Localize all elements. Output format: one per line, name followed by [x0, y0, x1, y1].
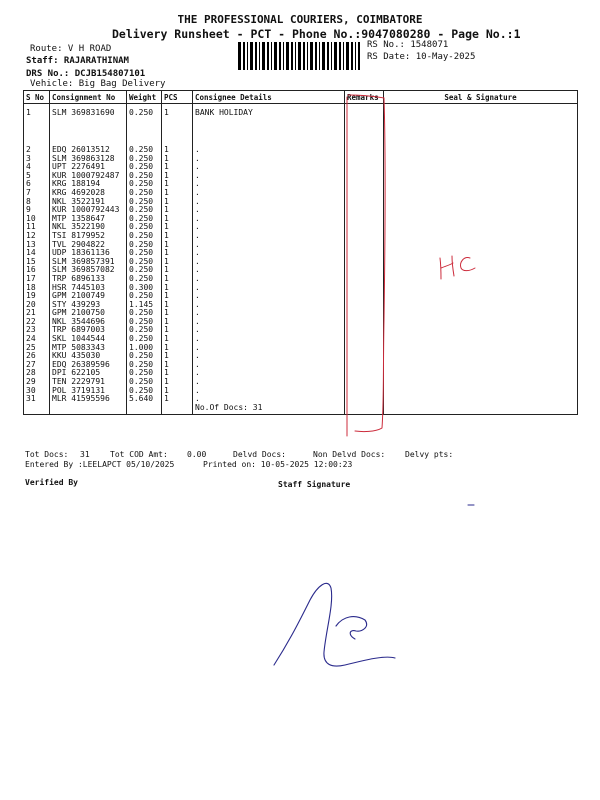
cell-details: . [193, 326, 345, 335]
drs-number: DRS No.: DCJB154807101 [26, 69, 146, 79]
cell-cno: SLM 369857391 [50, 258, 127, 267]
cell-weight: 0.250 [127, 292, 162, 301]
cell-cno: MLR 41595596 [50, 395, 127, 404]
cell-weight: 0.250 [127, 155, 162, 164]
cell-pcs: 1 [162, 146, 193, 155]
cell-weight: 0.250 [127, 369, 162, 378]
cell-details: . [193, 369, 345, 378]
cell-details: . [193, 258, 345, 267]
cell-details: . [193, 309, 345, 318]
cell-pcs: 1 [162, 241, 193, 250]
cell-details: . [193, 395, 345, 404]
cell-pcs: 1 [162, 206, 193, 215]
col-header-seal-signature: Seal & Signature [384, 91, 578, 104]
cell-weight: 0.250 [127, 241, 162, 250]
cell-weight: 0.250 [127, 387, 162, 396]
cell-sno: 14 [24, 249, 50, 258]
cell-weight: 0.250 [127, 352, 162, 361]
cell-details: . [193, 180, 345, 189]
tot-cod-label: Tot COD Amt: [110, 450, 168, 459]
cell-sno: 8 [24, 198, 50, 207]
cell-pcs: 1 [162, 198, 193, 207]
cell-weight: 0.250 [127, 163, 162, 172]
cell-cno: MTP 1358647 [50, 215, 127, 224]
cell-sno: 30 [24, 387, 50, 396]
cell-weight: 0.250 [127, 180, 162, 189]
rs-number: RS No.: 1548071 [367, 40, 449, 50]
cell-details: . [193, 335, 345, 344]
cell-sno: 13 [24, 241, 50, 250]
cell-weight: 0.250 [127, 215, 162, 224]
cell-details: . [193, 163, 345, 172]
cell-details: . [193, 232, 345, 241]
col-header-consignment: Consignment No [50, 91, 127, 104]
company-title: THE PROFESSIONAL COURIERS, COIMBATORE [177, 13, 423, 26]
cell-details: . [193, 198, 345, 207]
cell-weight: 0.250 [127, 206, 162, 215]
cell-pcs: 1 [162, 318, 193, 327]
cell-cno: EDQ 26013512 [50, 146, 127, 155]
cell-cno: KRG 4692028 [50, 189, 127, 198]
cell-sno: 23 [24, 326, 50, 335]
cell-weight: 0.250 [127, 146, 162, 155]
cell-weight: 0.250 [127, 249, 162, 258]
cell-pcs: 1 [162, 387, 193, 396]
cell-pcs: 1 [162, 275, 193, 284]
cell-details: . [193, 249, 345, 258]
cell-details: . [193, 378, 345, 387]
cell-sno: 27 [24, 361, 50, 370]
cell-sno: 21 [24, 309, 50, 318]
cell-pcs: 1 [162, 395, 193, 404]
cell-pcs: 1 [162, 344, 193, 353]
cell-details: . [193, 292, 345, 301]
cell-details: . [193, 172, 345, 181]
cell-pcs: 1 [162, 301, 193, 310]
cell-sno: 3 [24, 155, 50, 164]
printed-on: Printed on: 10-05-2025 12:00:23 [203, 460, 353, 469]
cell-pcs: 1 [162, 284, 193, 293]
cell-cno: SLM 369857082 [50, 266, 127, 275]
cell-sno: 29 [24, 378, 50, 387]
cell-weight: 0.250 [127, 335, 162, 344]
cell-details: . [193, 146, 345, 155]
delvy-pts-label: Delvy pts: [405, 450, 454, 459]
cell-weight: 0.250 [127, 189, 162, 198]
cell-details: . [193, 206, 345, 215]
cell-cno: POL 3719131 [50, 387, 127, 396]
cell-cno: TRP 6896133 [50, 275, 127, 284]
cell-weight: 0.250 [127, 172, 162, 181]
cell-sno: 25 [24, 344, 50, 353]
staff-label: Staff: RAJARATHINAM [26, 56, 129, 66]
cell-details: . [193, 241, 345, 250]
entered-by: Entered By :LEELAPCT 05/10/2025 [25, 460, 175, 469]
cell-sno: 24 [24, 335, 50, 344]
staff-signature-label: Staff Signature [278, 480, 351, 489]
cell-sno: 4 [24, 163, 50, 172]
cell-sno: 11 [24, 223, 50, 232]
vehicle-label: Vehicle: Big Bag Delivery [30, 79, 166, 89]
cell-sno: 1 [24, 104, 50, 147]
cell-details: . [193, 189, 345, 198]
cell-weight: 0.250 [127, 223, 162, 232]
cell-cno: SLM 369863128 [50, 155, 127, 164]
cell-cno: KKU 435030 [50, 352, 127, 361]
cell-sno: 18 [24, 284, 50, 293]
cell-weight: 0.250 [127, 318, 162, 327]
cell-details: . [193, 155, 345, 164]
cell-cno: KUR 1000792443 [50, 206, 127, 215]
col-header-consignee: Consignee Details [193, 91, 345, 104]
cell-sno: 22 [24, 318, 50, 327]
cell-details: . [193, 387, 345, 396]
cell-cno: TSI 8179952 [50, 232, 127, 241]
cell-weight: 0.250 [127, 361, 162, 370]
cell-cno: STY 439293 [50, 301, 127, 310]
cell-sno: 5 [24, 172, 50, 181]
cell-cno: SKL 1044544 [50, 335, 127, 344]
cell-pcs: 1 [162, 326, 193, 335]
cell-cno: TRP 6897003 [50, 326, 127, 335]
cell-sno: 7 [24, 189, 50, 198]
cell-weight: 0.250 [127, 309, 162, 318]
cell-weight: 0.250 [127, 232, 162, 241]
cell-sno: 15 [24, 258, 50, 267]
cell-cno: KUR 1000792487 [50, 172, 127, 181]
cell-pcs: 1 [162, 163, 193, 172]
col-header-sno: S No [24, 91, 50, 104]
cell-details: . [193, 215, 345, 224]
tot-docs-label: Tot Docs: [25, 450, 69, 459]
col-header-remarks: Remarks [345, 91, 384, 104]
cell-pcs: 1 [162, 335, 193, 344]
cell-weight: 0.250 [127, 258, 162, 267]
cell-sno: 31 [24, 395, 50, 404]
cell-pcs: 1 [162, 309, 193, 318]
cell-weight: 0.250 [127, 198, 162, 207]
col-header-pcs: PCS [162, 91, 193, 104]
non-delvd-docs-label: Non Delvd Docs: [313, 450, 386, 459]
runsheet-subtitle: Delivery Runsheet - PCT - Phone No.:9047080280 - Page No.:1 [112, 27, 521, 41]
cell-pcs: 1 [162, 215, 193, 224]
rs-date: RS Date: 10-May-2025 [367, 52, 476, 62]
cell-cno: HSR 7445103 [50, 284, 127, 293]
cell-cno: MTP 5083343 [50, 344, 127, 353]
cell-cno: NKL 3522191 [50, 198, 127, 207]
cell-details: . [193, 223, 345, 232]
tot-cod-value: 0.00 [187, 450, 207, 459]
cell-weight: 0.250 [127, 266, 162, 275]
cell-pcs: 1 [162, 361, 193, 370]
cell-sno: 16 [24, 266, 50, 275]
cell-details: . [193, 266, 345, 275]
cell-details: . [193, 284, 345, 293]
verified-by-label: Verified By [25, 478, 78, 487]
cell-pcs: 1 [162, 258, 193, 267]
cell-weight: 1.000 [127, 344, 162, 353]
cell-pcs: 1 [162, 266, 193, 275]
delvd-docs-label: Delvd Docs: [233, 450, 286, 459]
cell-sno: 26 [24, 352, 50, 361]
cell-cno: KRG 188194 [50, 180, 127, 189]
cell-sno: 28 [24, 369, 50, 378]
cell-pcs: 1 [162, 292, 193, 301]
cell-pcs: 1 [162, 180, 193, 189]
cell-cno: EDQ 26389596 [50, 361, 127, 370]
cell-sno: 2 [24, 146, 50, 155]
cell-pcs: 1 [162, 223, 193, 232]
route-label: Route: V H ROAD [30, 44, 112, 54]
cell-details: . [193, 352, 345, 361]
cell-sno: 12 [24, 232, 50, 241]
cell-pcs: 1 [162, 378, 193, 387]
cell-weight: 0.250 [127, 275, 162, 284]
cell-cno: TVL 2904822 [50, 241, 127, 250]
cell-pcs: 1 [162, 352, 193, 361]
cell-weight: 5.640 [127, 395, 162, 404]
cell-weight: 0.300 [127, 284, 162, 293]
cell-sno: 10 [24, 215, 50, 224]
col-header-weight: Weight [127, 91, 162, 104]
cell-pcs: 1 [162, 172, 193, 181]
cell-weight: 0.250 [127, 104, 162, 147]
cell-details: . [193, 318, 345, 327]
cell-pcs: 1 [162, 104, 193, 147]
cell-details: . [193, 301, 345, 310]
cell-sno: 9 [24, 206, 50, 215]
cell-details: . [193, 344, 345, 353]
cell-cno: UDP 18361136 [50, 249, 127, 258]
cell-cno: DPI 622105 [50, 369, 127, 378]
cell-sno: 6 [24, 180, 50, 189]
cell-pcs: 1 [162, 155, 193, 164]
cell-cno: TEN 2229791 [50, 378, 127, 387]
no-of-docs-cell: No.Of Docs: 31 [193, 404, 345, 415]
cell-cno: UPT 2276491 [50, 163, 127, 172]
cell-pcs: 1 [162, 232, 193, 241]
cell-weight: 1.145 [127, 301, 162, 310]
cell-details: . [193, 275, 345, 284]
cell-pcs: 1 [162, 249, 193, 258]
cell-weight: 0.250 [127, 326, 162, 335]
cell-cno: GPM 2100750 [50, 309, 127, 318]
tot-docs-value: 31 [80, 450, 90, 459]
cell-cno: NKL 3544696 [50, 318, 127, 327]
cell-pcs: 1 [162, 189, 193, 198]
cell-details: BANK HOLIDAY [193, 104, 345, 147]
cell-pcs: 1 [162, 369, 193, 378]
cell-cno: NKL 3522190 [50, 223, 127, 232]
cell-sno: 19 [24, 292, 50, 301]
cell-weight: 0.250 [127, 378, 162, 387]
cell-cno: SLM 369831690 [50, 104, 127, 147]
cell-details: . [193, 361, 345, 370]
cell-sno: 20 [24, 301, 50, 310]
cell-sno: 17 [24, 275, 50, 284]
cell-cno: GPM 2100749 [50, 292, 127, 301]
